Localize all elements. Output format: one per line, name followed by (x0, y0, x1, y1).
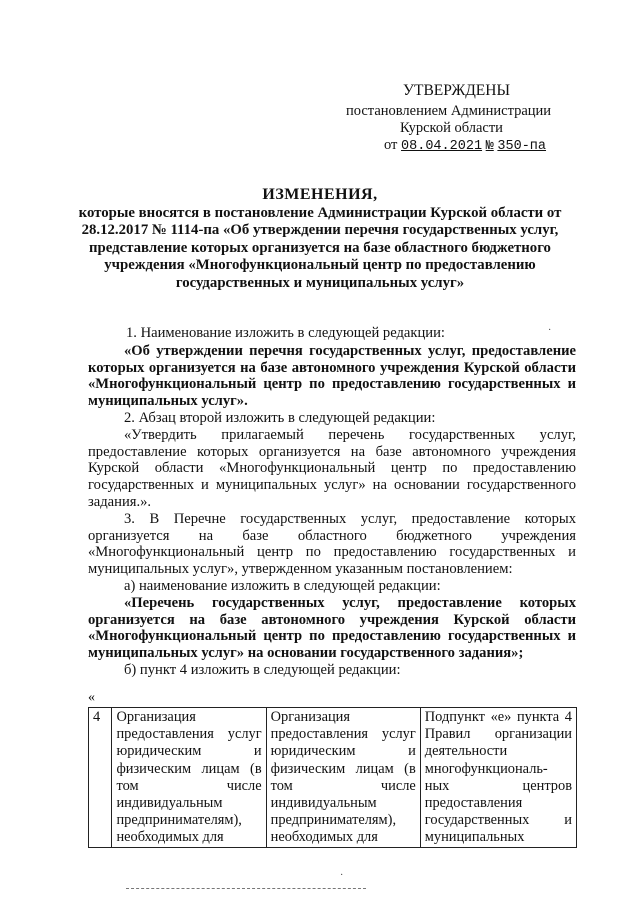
table-row (89, 708, 577, 848)
scan-speck: · (340, 870, 344, 881)
scan-artifact-line (126, 888, 366, 889)
approval-title: УТВЕРЖДЕНЫ (403, 82, 510, 99)
paragraph-6: а) наименование изложить в следующей редакции: (124, 577, 441, 594)
table-cell-text: Организация предоставления услуг юридическим и физическим лицам (в том числе индивидуальным предпринимателям), необходимых для (116, 709, 262, 846)
table-cell-text: Организация предоставления услуг юридическим и физическим лицам (в том числе индивидуальным предпринимателям), необходимых для (270, 709, 416, 846)
table-cell-text: Подпункт «е» пункта 4 Правил организации деятельности многофункциональ-ных центров предоставления государственных и муниципальных (424, 709, 572, 846)
table-cell-service-new (266, 708, 420, 848)
approval-date: 08.04.2021 (401, 139, 483, 154)
document-body (88, 325, 576, 679)
paragraph-7: «Перечень государственных услуг, предоставление которых организуется на базе автономного учреждения Курской области «Многофункциональный центр по предоставлению государственных и муниципальных услуг» на основании государственного задания»; (88, 594, 576, 662)
approval-line-region: Курской области (400, 120, 503, 136)
number-prefix: № (485, 139, 494, 154)
paragraph-8: б) пункт 4 изложить в следующей редакции: (124, 661, 401, 678)
document-heading (60, 186, 580, 292)
heading-subtitle: которые вносятся в постановление Администрации Курской области от 28.12.2017 № 1114-па «Об утверждении перечня государственных услуг, представление которых организуется на базе областного бюджетного учреждения «Многофункциональный центр по предоставлению государственных и муниципальных услуг» (78, 204, 562, 291)
approval-line-resolution: постановлением Администрации (346, 103, 552, 119)
date-prefix: от (384, 137, 398, 153)
open-quote: « (88, 690, 95, 705)
paragraph-3: 2. Абзац второй изложить в следующей редакции: (124, 409, 436, 426)
paragraph-1: 1. Наименование изложить в следующей редакции: (126, 325, 445, 341)
paragraph-2: «Об утверждении перечня государственных услуг, предоставление которых организуется на базе автономного учреждения Курской области «Многофункциональный центр по предоставлению государственных и муниципальных услуг». (88, 342, 576, 410)
paragraph-4: «Утвердить прилагаемый перечень государственных услуг, предоставление которых организуется на базе автономного учреждения Курской области «Многофункциональный центр по предоставлению государственных и муниципальных услуг» на основании государственного задания.». (88, 426, 576, 510)
services-table (88, 707, 577, 848)
paragraph-5: 3. В Перечне государственных услуг, предоставление которых организуется на базе областного бюджетного учреждения «Многофункциональный центр по предоставлению государственных и муниципальных услуг», утвержденном указанным постановлением: (88, 510, 576, 578)
table-cell-service (112, 708, 266, 848)
table-cell-basis (420, 708, 576, 848)
approval-number: 350-па (497, 139, 547, 154)
approval-date-line (384, 137, 546, 155)
scan-speck: · (548, 325, 552, 336)
table-cell-number: 4 (89, 708, 112, 848)
heading-title: ИЗМЕНЕНИЯ, (262, 186, 378, 203)
